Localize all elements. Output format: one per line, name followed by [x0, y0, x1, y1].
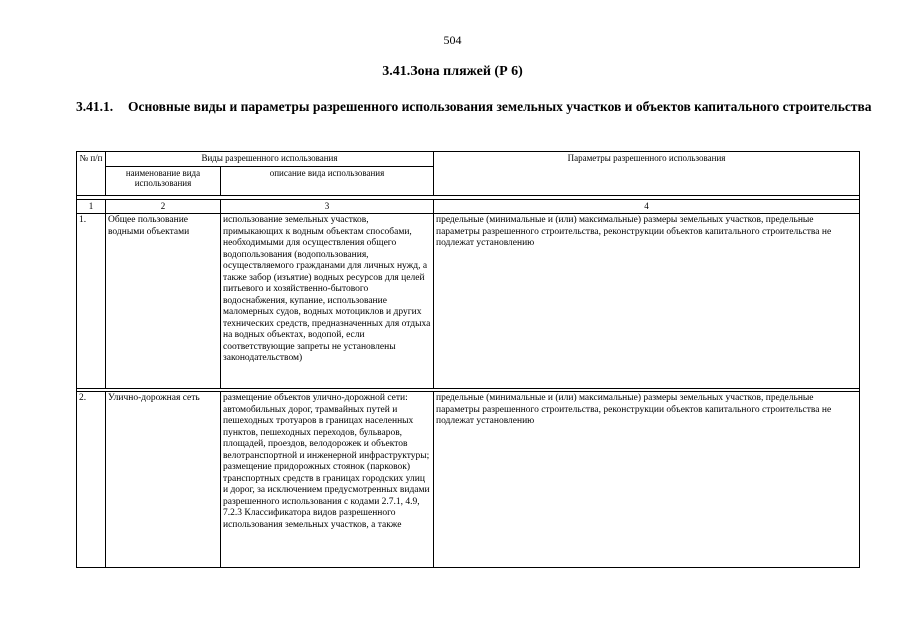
column-number: 3	[221, 199, 434, 214]
table-row	[77, 214, 860, 389]
land-use-table	[76, 151, 860, 568]
section-title: Основные виды и параметры разрешенного использования земельных участков и объектов капитального строительства	[128, 99, 872, 114]
header-types-group: Виды разрешенного использования	[106, 152, 434, 167]
row-number: 1.	[77, 214, 106, 389]
row-number: 2.	[77, 392, 106, 568]
use-type-name: Общее пользование водными объектами	[106, 214, 221, 389]
page-number: 504	[443, 33, 462, 47]
column-number: 2	[106, 199, 221, 214]
header-type-name: наименование вида использования	[106, 166, 221, 195]
use-type-name: Улично-дорожная сеть	[106, 392, 221, 568]
header-parameters: Параметры разрешенного использования	[434, 152, 860, 196]
use-parameters: предельные (минимальные и (или) максимальные) размеры земельных участков, предельные параметры разрешенного строительства, реконструкции объектов капитального строительства не подлежат установлению	[434, 392, 860, 568]
use-parameters: предельные (минимальные и (или) максимальные) размеры земельных участков, предельные параметры разрешенного строительства, реконструкции объектов капитального строительства не подлежат установлению	[434, 214, 860, 389]
header-no: № п/п	[77, 152, 106, 196]
use-type-description: использование земельных участков, примыкающих к водным объектам способами, необходимыми для осуществления общего водопользования (водопользования, осуществляемого гражданами для личных нужд, а также забор (изъятие) водных ресурсов для целей питьевого и хозяйственно-бытового водоснабжения, купание, использование маломерных судов, водных мотоциклов и других технических средств, предназначенных для отдыха на водных объектах, водопой, если соответствующие запреты не установлены законодательством)	[221, 214, 434, 389]
header-type-description: описание вида использования	[221, 166, 434, 195]
section-heading	[76, 98, 876, 115]
use-type-description: размещение объектов улично-дорожной сети: автомобильных дорог, трамвайных путей и пешеходных тротуаров в границах населенных пунктов, пешеходных переходов, бульваров, площадей, проездов, велодорожек и объектов велотранспортной и инженерной инфраструктуры; размещение придорожных стоянок (парковок) транспортных средств в границах городских улиц и дорог, за исключением предусмотренных видами разрешенного использования с кодами 2.7.1, 4.9, 7.2.3 Классификатора видов разрешенного использования земельных участков, а также	[221, 392, 434, 568]
column-number: 1	[77, 199, 106, 214]
table-row	[77, 392, 860, 568]
zone-title: 3.41.Зона пляжей (Р 6)	[382, 64, 523, 79]
column-number: 4	[434, 199, 860, 214]
section-number: 3.41.1.	[76, 99, 114, 114]
